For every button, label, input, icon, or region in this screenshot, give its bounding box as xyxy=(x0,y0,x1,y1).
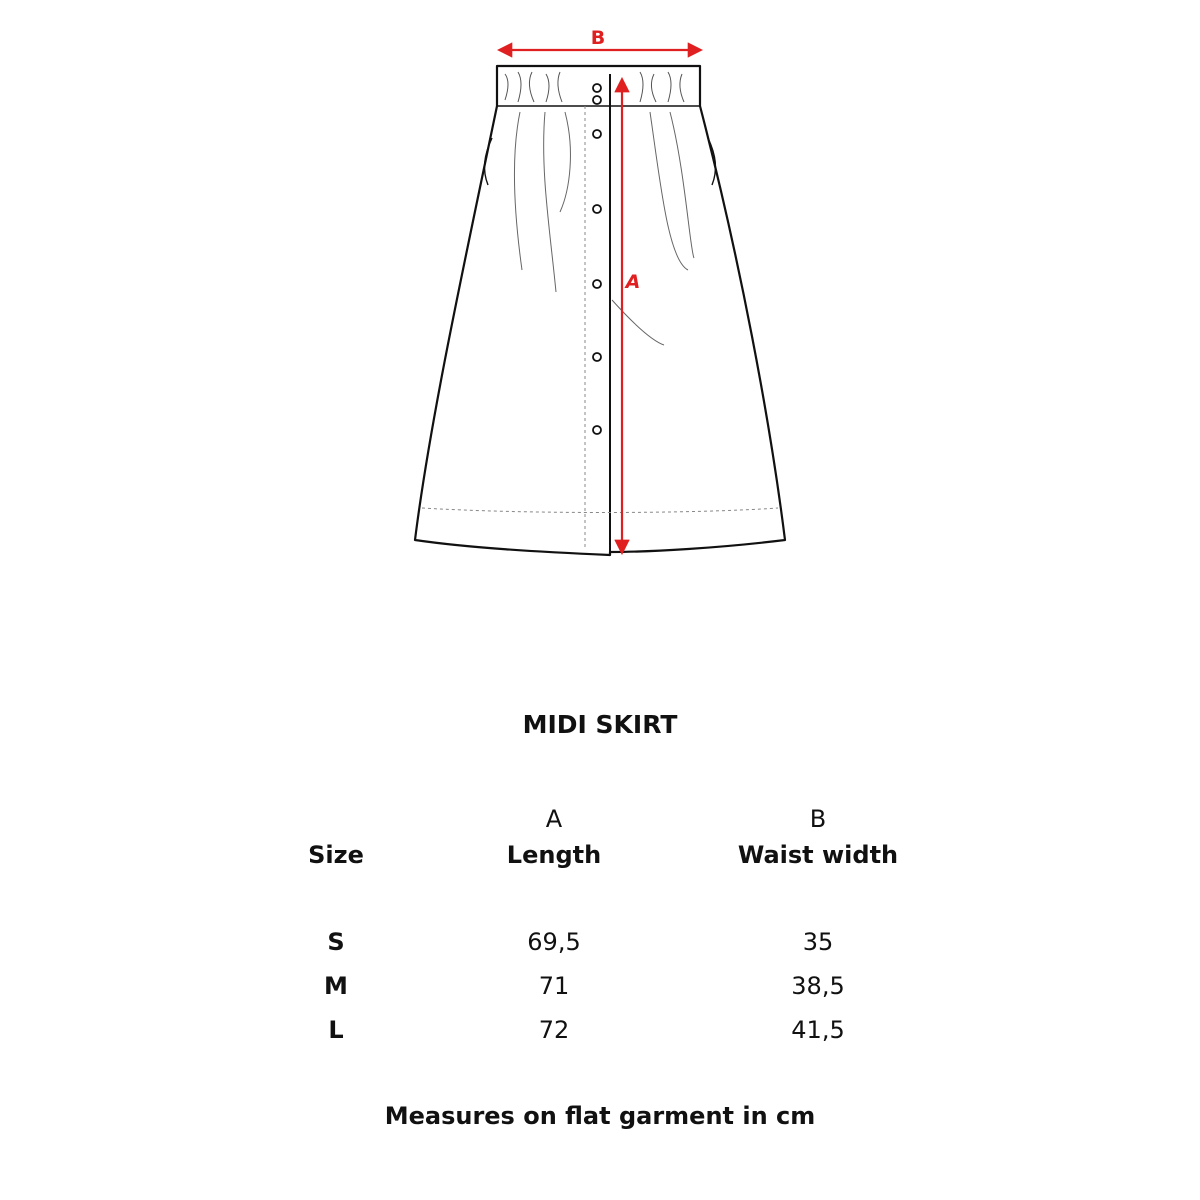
column-waist-header: Waist width xyxy=(737,841,899,869)
button xyxy=(593,130,601,138)
column-b-key: B xyxy=(809,805,827,833)
size-l-label: L xyxy=(328,1016,344,1044)
size-m-length: 71 xyxy=(538,972,570,1000)
column-size-header: Size xyxy=(308,841,364,869)
button xyxy=(593,84,601,92)
size-s-length: 69,5 xyxy=(527,928,581,956)
column-a-key: A xyxy=(545,805,563,833)
size-s-label: S xyxy=(327,928,345,956)
size-l-length: 72 xyxy=(538,1016,570,1044)
column-length-header: Length xyxy=(506,841,602,869)
skirt-outline xyxy=(415,66,785,555)
button xyxy=(593,280,601,288)
size-m-label: M xyxy=(324,972,348,1000)
button xyxy=(593,426,601,434)
size-l-waist: 41,5 xyxy=(791,1016,845,1044)
measurement-note: Measures on flat garment in cm xyxy=(384,1102,816,1130)
size-s-waist: 35 xyxy=(802,928,834,956)
button xyxy=(593,96,601,104)
product-title: MIDI SKIRT xyxy=(522,710,678,739)
dimension-b-label: B xyxy=(590,27,606,49)
button xyxy=(593,205,601,213)
dimension-a-label: A xyxy=(625,271,641,293)
button xyxy=(593,353,601,361)
size-m-waist: 38,5 xyxy=(791,972,845,1000)
